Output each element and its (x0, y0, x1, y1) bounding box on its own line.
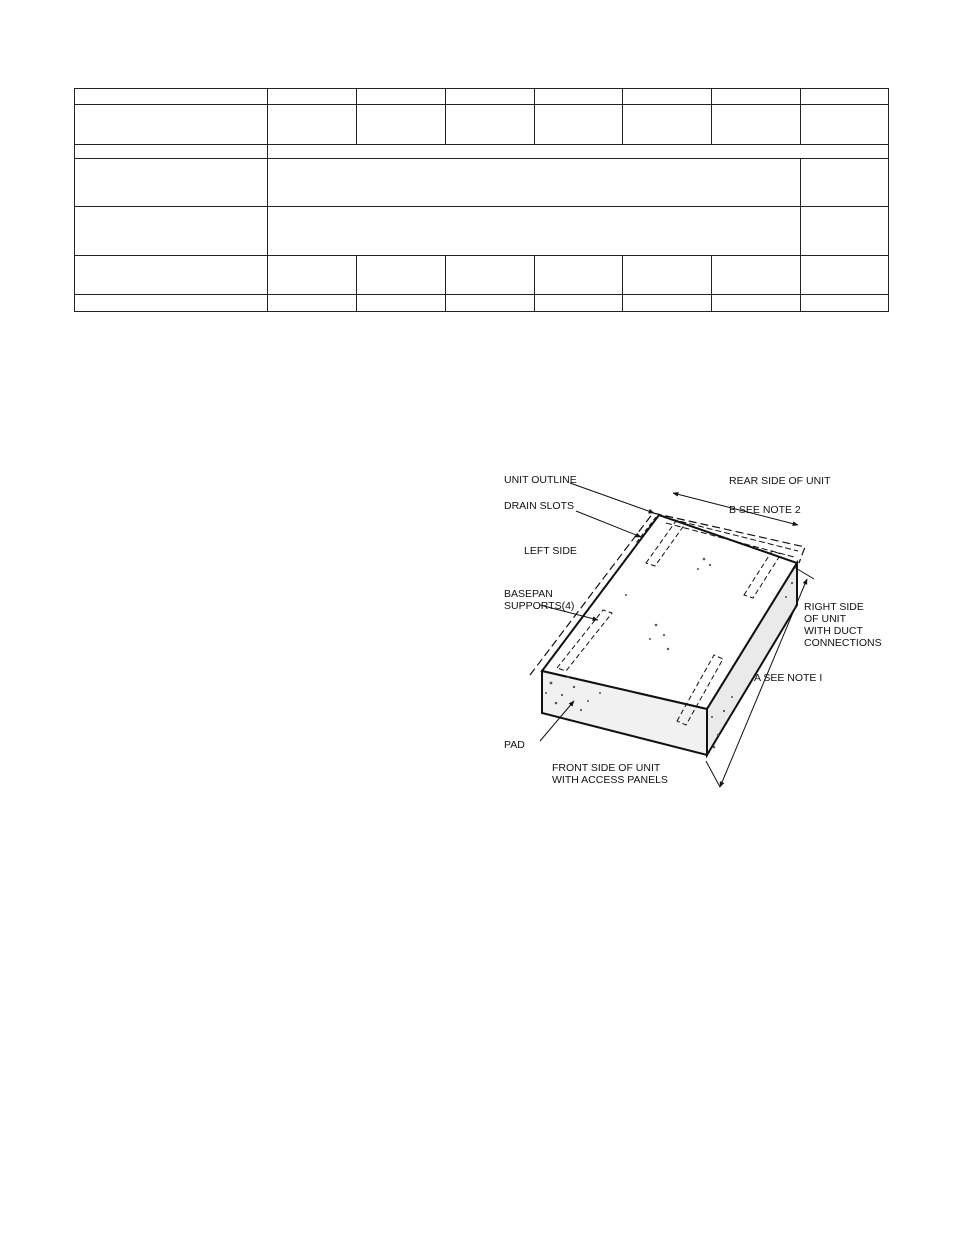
label-right-side-2: OF UNIT (804, 613, 846, 625)
label-pad: PAD (504, 739, 525, 751)
table-cell (357, 105, 446, 145)
label-unit-outline: UNIT OUTLINE (504, 474, 577, 486)
label-a-note: A SEE NOTE I (754, 672, 823, 684)
label-front-side-1: FRONT SIDE OF UNIT (552, 762, 661, 774)
table-cell (268, 89, 357, 105)
label-supports: SUPPORTS(4) (504, 600, 575, 612)
table-cell (75, 295, 268, 312)
table-cell (268, 145, 889, 159)
table-row (75, 207, 889, 256)
table-cell (357, 295, 446, 312)
table-cell (446, 256, 535, 295)
label-right-side-1: RIGHT SIDE (804, 601, 864, 613)
table-cell (712, 256, 801, 295)
table-row (75, 295, 889, 312)
table-cell (623, 89, 712, 105)
label-drain-slots: DRAIN SLOTS (504, 500, 575, 512)
spec-table (74, 88, 889, 312)
table-cell (801, 295, 889, 312)
table-row (75, 256, 889, 295)
table-cell (623, 256, 712, 295)
table-cell (75, 159, 268, 207)
table-cell (75, 89, 268, 105)
table-cell (357, 256, 446, 295)
table-cell (623, 295, 712, 312)
label-front-side-2: WITH ACCESS PANELS (552, 774, 668, 786)
table-cell (75, 105, 268, 145)
pad-mounting-figure (496, 465, 886, 795)
table-row (75, 89, 889, 105)
table-cell (712, 105, 801, 145)
table-row (75, 105, 889, 145)
table-cell (446, 89, 535, 105)
table-cell (75, 207, 268, 256)
label-right-side-4: CONNECTIONS (804, 637, 882, 649)
table-row (75, 145, 889, 159)
label-left-side: LEFT SIDE (524, 545, 577, 557)
table-cell (801, 159, 889, 207)
table-cell (75, 256, 268, 295)
table-cell (801, 256, 889, 295)
label-right-side-3: WITH DUCT (804, 625, 863, 637)
pad-illustration (496, 465, 886, 795)
table-cell (75, 145, 268, 159)
table-cell (268, 256, 357, 295)
table-cell (357, 89, 446, 105)
pad-block (542, 515, 797, 755)
table-cell (801, 207, 889, 256)
table-cell (801, 89, 889, 105)
table-cell (801, 105, 889, 145)
table-cell (268, 105, 357, 145)
table-cell (268, 295, 357, 312)
label-rear-side: REAR SIDE OF UNIT (729, 475, 831, 487)
label-basepan: BASEPAN (504, 588, 553, 600)
table-cell (446, 295, 535, 312)
label-b-note: B SEE NOTE 2 (729, 504, 801, 516)
table-cell (446, 105, 535, 145)
table-cell (535, 295, 623, 312)
table-cell (712, 89, 801, 105)
table-cell (623, 105, 712, 145)
table-cell (535, 256, 623, 295)
table-cell (712, 295, 801, 312)
table-cell (535, 105, 623, 145)
table-row (75, 159, 889, 207)
table-cell (268, 159, 801, 207)
table-cell (535, 89, 623, 105)
table-cell (268, 207, 801, 256)
